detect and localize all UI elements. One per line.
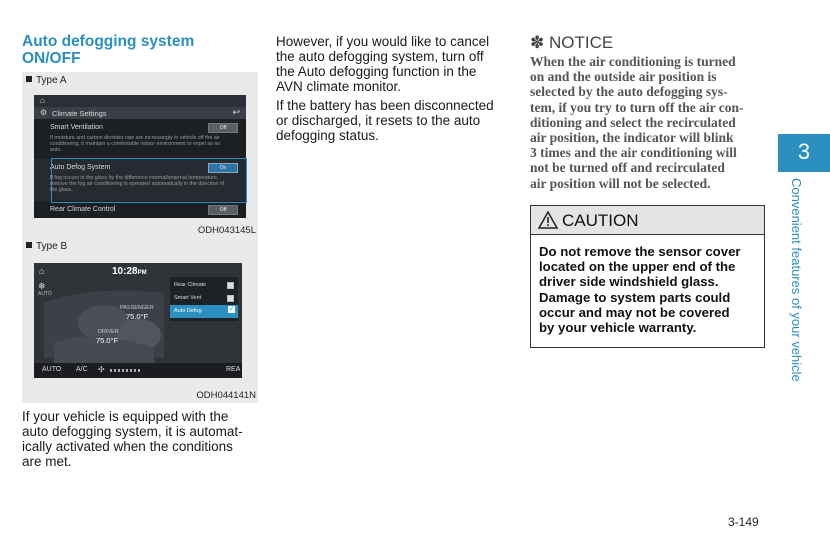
rear-climate-toggle[interactable]: Off — [208, 205, 238, 215]
text-line: auto defogging system, it is automat- — [22, 424, 243, 439]
text-line: If your vehicle is equipped with the — [22, 409, 229, 424]
bottom-control-bar — [34, 363, 242, 378]
text-line: selected by the auto defogging sys- — [530, 84, 728, 100]
check-icon[interactable]: ✓ — [228, 306, 235, 313]
text-line: the auto defogging system, turn off — [276, 49, 484, 64]
fan-icon[interactable]: ✣ — [98, 365, 105, 374]
menu-item-auto-defog[interactable] — [170, 305, 238, 318]
driver-temp[interactable]: 75.0°F — [96, 336, 119, 345]
chapter-tab[interactable]: 3 — [778, 134, 830, 172]
home-icon[interactable]: ⌂ — [40, 96, 45, 105]
caution-title: CAUTION — [562, 211, 639, 230]
fan-level-bar[interactable] — [110, 369, 140, 372]
text-line: by your vehicle warranty. — [539, 320, 697, 336]
text-line: AVN climate monitor. — [276, 79, 402, 94]
menu-item-rear-climate[interactable] — [170, 279, 238, 291]
text-line: are met. — [22, 454, 72, 469]
col2-paragraph-2 — [276, 98, 510, 143]
text-line: the Auto defogging function in the — [276, 64, 477, 79]
back-icon[interactable]: ↩ — [232, 107, 240, 117]
menu-item-label: Rear Climate — [174, 282, 207, 288]
type-b-label: Type B — [26, 241, 67, 252]
text-line: not be turned off and recirculated — [530, 160, 725, 176]
text-line: on and the outside air position is — [530, 69, 717, 85]
highlight-box — [51, 158, 247, 203]
checkbox[interactable] — [227, 282, 234, 289]
text-line: tem, if you try to turn off the air con- — [530, 99, 744, 115]
text-line: Do not remove the sensor cover — [539, 244, 741, 259]
clock: 10:28PM — [112, 266, 147, 277]
menu-item-label: Smart Vent — [174, 295, 202, 301]
text-line: or discharged, it resets to the auto — [276, 113, 481, 128]
figure-type-a — [22, 72, 258, 238]
text-line: If the battery has been disconnected — [276, 98, 494, 113]
defrost-icon[interactable]: ❄ — [38, 281, 46, 291]
figure-a-code: ODH043145L — [197, 225, 256, 236]
text-line: air position, the indicator will blink — [530, 130, 734, 146]
auto-label: AUTO — [38, 291, 52, 297]
auto-button[interactable]: AUTO — [42, 366, 62, 373]
text-line: located on the upper end of the — [539, 259, 736, 275]
notice-title: ✽ NOTICE — [530, 33, 614, 52]
auto-defog-toggle[interactable]: On — [208, 163, 238, 173]
menu-item-smart-vent[interactable] — [170, 292, 238, 304]
passenger-temp[interactable]: 75.0°F — [126, 312, 149, 321]
col1-paragraph — [22, 409, 258, 469]
menu-item-label: Auto Defog — [174, 308, 202, 314]
screen-header-title: Climate Settings — [52, 109, 107, 118]
text-line: defogging status. — [276, 128, 379, 143]
climate-screen-b — [34, 263, 242, 378]
caution-header — [531, 206, 764, 235]
section-title-line1: Auto defogging system — [22, 33, 195, 50]
ac-button[interactable]: A/C — [76, 366, 88, 373]
passenger-label: PASSENGER — [120, 305, 154, 311]
caution-body — [539, 244, 757, 335]
page-number: 3-149 — [728, 515, 759, 529]
screen-header — [34, 107, 246, 119]
type-a-label: Type A — [26, 75, 67, 86]
caution-box — [530, 205, 765, 348]
section-title-line2: ON/OFF — [22, 50, 81, 67]
setting-title: Smart Ventilation — [50, 124, 103, 131]
setting-row-rear-climate[interactable] — [34, 203, 246, 217]
text-line: ditioning and select the recirculated — [530, 114, 736, 130]
setting-desc: If moisture and carbon dioxides rate are increasingly in vehicle off the air conditioning, it maintain a comfortable indoor environment to expel as an auto. — [50, 135, 221, 154]
setting-desc: If fog occurs in the glass by the difference internal/external temperature, remove the fog air conditioning is operated automatically in the direction of the glass. — [50, 175, 225, 194]
notice-body — [530, 54, 764, 191]
screen-status-bar — [34, 95, 246, 107]
rear-button[interactable]: REA — [226, 366, 241, 373]
text-line: ically activated when the conditions — [22, 439, 233, 454]
text-line: However, if you would like to cancel — [276, 34, 490, 49]
text-line: occur and may not be covered — [539, 304, 730, 320]
setting-title: Rear Climate Control — [50, 206, 116, 213]
text-line: driver side windshield glass. — [539, 274, 719, 290]
warning-triangle-icon — [538, 211, 558, 229]
text-line: 3 times and the air conditioning will — [530, 145, 737, 161]
figure-b-code: ODH044141N — [196, 390, 256, 401]
gear-icon: ⚙ — [40, 108, 48, 117]
text-line: air position will not be selected. — [530, 175, 711, 191]
setting-title: Auto Defog System — [50, 164, 111, 171]
text-line: Damage to system parts could — [539, 289, 731, 305]
climate-menu — [170, 277, 238, 321]
text-line: When the air conditioning is turned — [530, 54, 736, 69]
col2-paragraph-1 — [276, 34, 510, 94]
smart-ventilation-toggle[interactable]: Off — [208, 123, 238, 133]
checkbox[interactable] — [227, 295, 234, 302]
home-icon[interactable]: ⌂ — [39, 266, 45, 276]
driver-label: DRIVER — [98, 329, 119, 335]
chapter-title: Convenient features of your vehicle — [789, 178, 804, 382]
section-title — [22, 33, 262, 67]
setting-row-smart-ventilation[interactable] — [34, 121, 246, 161]
figure-type-b — [22, 238, 258, 403]
